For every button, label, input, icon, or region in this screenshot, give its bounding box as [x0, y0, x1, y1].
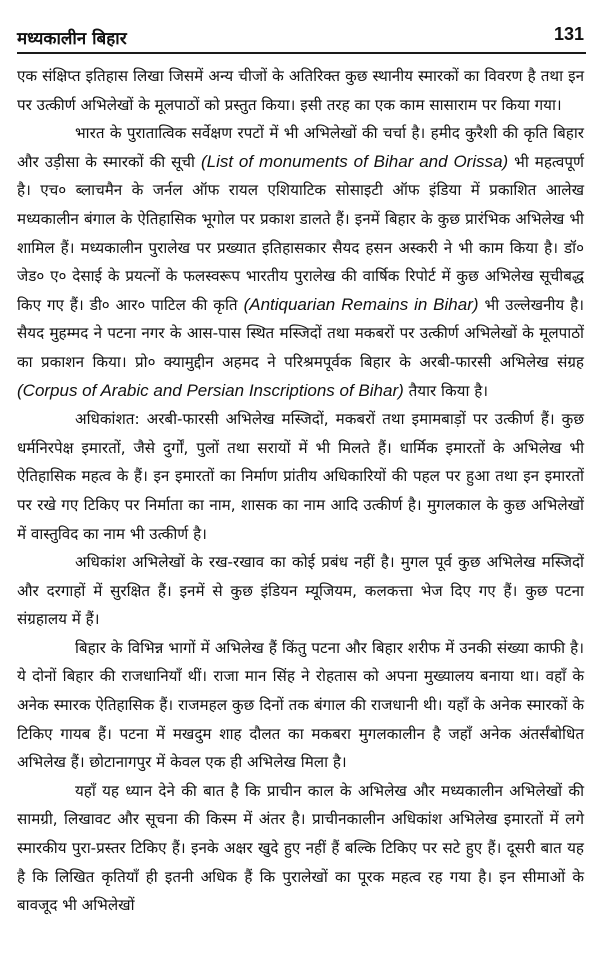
chapter-title: मध्यकालीन बिहार	[17, 29, 127, 49]
text-run: यहाँ यह ध्यान देने की बात है कि प्राचीन काल के अभिलेख और मध्यकालीन अभिलेखों की सामग्री, लिखावट और सूचना की किस्म में अंतर है। प्राचीनकालीन अधिकांश अभिलेख इमारतों में लगे स्मारकीय पुरा-प्रस्तर टिकिए हैं। इनके अक्षर खुदे हुए नहीं हैं बल्कि टिकिए पर सटे हुए हैं। दूसरी बात यह है कि लिखित कृतियाँ ही इतनी अधिक हैं कि पुरालेखों का पूरक महत्व रह गया है। इन सीमाओं के बावजूद भी अभिलेखों	[17, 781, 584, 915]
paragraph-1	[17, 62, 584, 119]
text-run: भारत के पुरातात्विक सर्वेक्षण रपटों में भी अभिलेखों की चर्चा है। हमीद कुरैशी की कृति बिहार और उड़ीसा के स्मारकों की सूची	[17, 124, 584, 171]
english-title: (Antiquarian Remains in Bihar)	[243, 294, 479, 314]
text-run: अधिकांश अभिलेखों के रख-रखाव का कोई प्रबंध नहीं है। मुगल पूर्व कुछ अभिलेख मस्जिदों और दरगाहों में सुरक्षित हैं। इनमें से कुछ इंडियन म्यूजियम, कलकत्ता भेज दिए गए हैं। कुछ पटना संग्रहालय में हैं।	[17, 553, 584, 629]
paragraph-2	[17, 119, 584, 405]
page-number: 131	[553, 24, 584, 44]
page-body	[17, 62, 584, 920]
text-run: भी महत्वपूर्ण है। एच० ब्लाचमैन के जर्नल ऑफ रायल एशियाटिक सोसाइटी ऑफ इंडिया में प्रकाशित आलेख मध्यकालीन बंगाल के ऐतिहासिक भूगोल पर प्रकाश डालते हैं। इनमें बिहार के कुछ प्रारंभिक अभिलेख भी शामिल हैं। मध्यकालीन पुरालेख पर प्रख्यात इतिहासकार सैयद हसन अस्करी ने भी काम किया है। डॉ० जेड० ए० देसाई के प्रयत्नों के फलस्वरूप भारतीय पुरालेख की वार्षिक रिपोर्ट में कुछ अभिलेख सूचीबद्ध किए गए हैं। डी० आर० पाटिल की कृति	[17, 152, 584, 314]
text-run: अधिकांशत: अरबी-फारसी अभिलेख मस्जिदों, मकबरों तथा इमामबाड़ों पर उत्कीर्ण हैं। कुछ धर्मनिरपेक्ष इमारतों, जैसे दुर्गों, पुलों तथा सरायों में भी मिलते हैं। धार्मिक इमारतों के अभिलेख भी ऐतिहासिक महत्व के हैं। इन इमारतों का निर्माण प्रांतीय अधिकारियों की पहल पर हुआ तथा इन इमारतों पर रखे गए टिकिए पर निर्माता का नाम, शासक का नाम आदि उत्कीर्ण है। मुगलकाल के कुछ अभिलेखों में वास्तुविद का नाम भी उत्कीर्ण है।	[17, 410, 584, 543]
text-run: एक संक्षिप्त इतिहास लिखा जिसमें अन्य चीजों के अतिरिक्त कुछ स्थानीय स्मारकों का विवरण है तथा इन पर उत्कीर्ण अभिलेखों के मूलपाठों को प्रस्तुत किया। इसी तरह का एक काम सासाराम पर किया गया।	[17, 67, 584, 114]
text-run: तैयार किया है।	[403, 381, 489, 400]
text-run: बिहार के विभिन्न भागों में अभिलेख हैं किंतु पटना और बिहार शरीफ में उनकी संख्या काफी है। ये दोनों बिहार की राजधानियाँ थीं। राजा मान सिंह ने रोहतास को अपना मुख्यालय बनाया था। वहाँ के अनेक स्मारक ऐतिहासिक हैं। राजमहल कुछ दिनों तक बंगाल की राजधानी थी। यहाँ के अनेक स्मारकों के टिकिए गायब हैं। पटना में मखदुम शाह दौलत का मकबरा मुगलकालीन है जहाँ अनेक अंतर्संबोधित अभिलेख हैं। छोटानागपुर में केवल एक ही अभिलेख मिला है।	[17, 638, 584, 772]
text-run: भी उल्लेखनीय है। सैयद मुहम्मद ने पटना नगर के आस-पास स्थित मस्जिदों तथा मकबरों पर उत्कीर्ण अभिलेखों के मूलपाठों का प्रकाशन किया। प्रो० क्यामुद्दीन अहमद ने परिश्रमपूर्वक बिहार के अरबी-फारसी अभिलेख संग्रह	[17, 295, 585, 371]
english-title: (List of monuments of Bihar and Orissa)	[200, 151, 509, 171]
paragraph-3	[17, 405, 584, 548]
paragraph-6	[17, 777, 584, 920]
english-title: (Corpus of Arabic and Persian Inscriptions of Bihar)	[17, 380, 404, 400]
paragraph-5	[17, 634, 584, 777]
paragraph-4	[17, 548, 584, 634]
running-header	[17, 22, 586, 54]
